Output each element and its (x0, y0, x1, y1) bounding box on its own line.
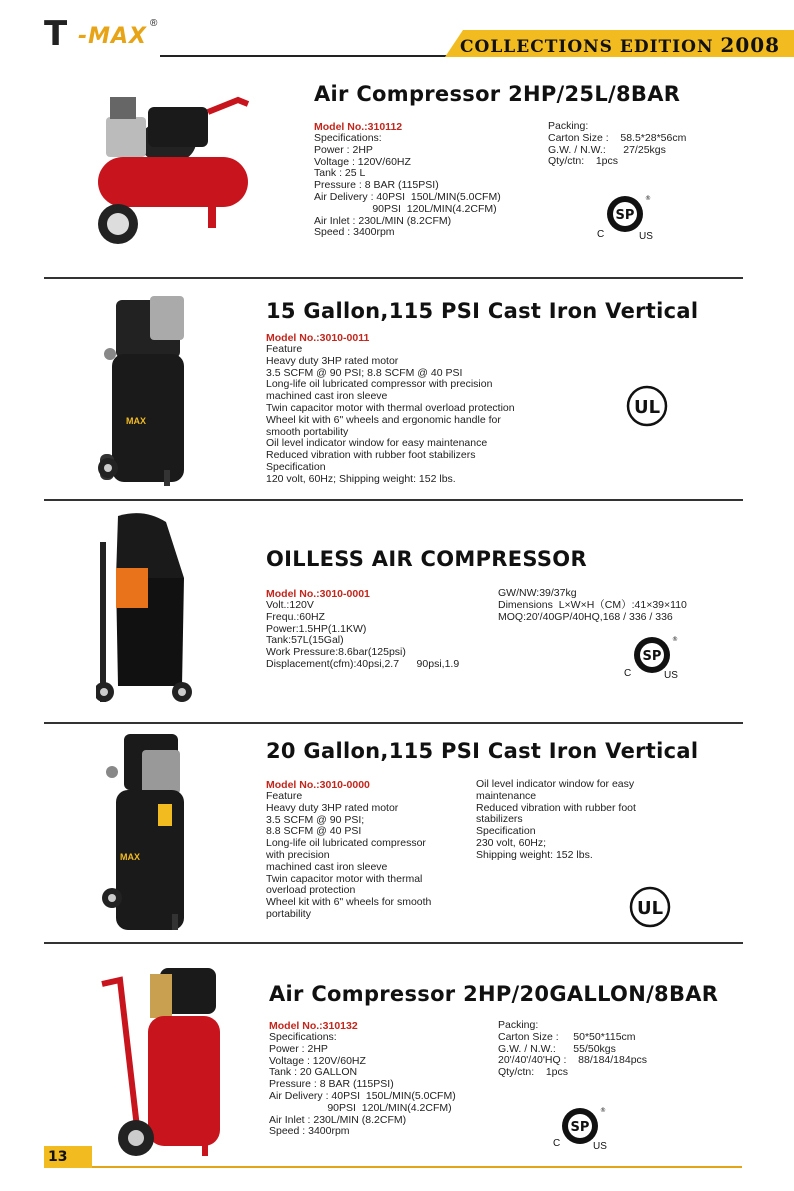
tank-label: MAX (120, 852, 140, 862)
ul-certification-icon (628, 885, 672, 929)
svg-text:SP: SP (642, 649, 662, 664)
model-number: Model No.:310112 (314, 121, 403, 133)
svg-text:®: ® (645, 195, 651, 202)
spec-line: Work Pressure:8.6bar(125psi) (266, 646, 406, 659)
specs-right (498, 1020, 647, 1079)
svg-text:UL: UL (633, 397, 661, 418)
spec-line: Wheel kit with 6" wheels and ergonomic handle for (266, 413, 501, 426)
spec-line: with precision (266, 848, 330, 861)
spec-line: Power : 2HP (269, 1042, 328, 1055)
specs-right (476, 779, 636, 862)
spec-line: 3.5 SCFM @ 90 PSI; (266, 813, 365, 826)
spec-line: Specifications: (269, 1031, 337, 1043)
spec-line: overload protection (266, 884, 356, 897)
spec-line: Specifications: (314, 132, 382, 144)
spec-line: Specification (266, 460, 326, 473)
compressor-20gal-red-image (98, 960, 228, 1162)
svg-text:®: ® (600, 1107, 606, 1114)
spec-line: Tank : 20 GALLON (269, 1066, 358, 1079)
spec-line: 90PSI 120L/MIN(4.2CFM) (314, 202, 497, 215)
spec-line: Air Delivery : 40PSI 150L/MIN(5.0CFM) (314, 190, 501, 203)
spec-line: Frequ.:60HZ (266, 610, 325, 623)
logo-registered-mark: ® (150, 18, 158, 29)
footer-rule (92, 1166, 742, 1168)
svg-text:SP: SP (615, 208, 635, 223)
spec-line: Specification (476, 825, 536, 838)
spec-line: Long-life oil lubricated compressor with precision (266, 378, 493, 391)
spec-line: Packing: (498, 1019, 539, 1031)
spec-line: Twin capacitor motor with thermal overload protection (266, 401, 515, 414)
spec-line: 230 volt, 60Hz; (476, 836, 547, 849)
spec-line: Displacement(cfm):40psi,2.7 90psi,1.9 (266, 657, 460, 670)
product-title: OILLESS AIR COMPRESSOR (266, 547, 587, 571)
spec-line: 120 volt, 60Hz; Shipping weight: 152 lbs. (266, 472, 456, 485)
specs-left (314, 133, 501, 239)
spec-line: Feature (266, 790, 303, 802)
compressor-20gal-image (100, 730, 192, 932)
page-number: 13 (48, 1149, 68, 1165)
ul-certification-icon (625, 384, 669, 428)
cert-us-label: US (593, 1141, 607, 1152)
product-title: 15 Gallon,115 PSI Cast Iron Vertical (266, 299, 699, 323)
specs-left (266, 600, 459, 671)
spec-line: GW/NW:39/37kg (498, 587, 577, 599)
spec-line: Tank:57L(15Gal) (266, 634, 344, 647)
spec-line: G.W. / N.W.: 55/50kgs (498, 1042, 616, 1055)
spec-line: Qty/ctn: 1pcs (548, 155, 619, 168)
compressor-25l-image (88, 82, 268, 250)
specs-right (498, 588, 687, 623)
logo-max: -MAX (78, 24, 148, 49)
cert-us-label: US (664, 670, 678, 681)
svg-text:SP: SP (570, 1120, 590, 1135)
spec-line: Heavy duty 3HP rated motor (266, 801, 399, 814)
cert-c-label: C (597, 229, 605, 240)
spec-line: Oil level indicator window for easy maintenance (266, 437, 488, 450)
svg-text:UL: UL (636, 898, 664, 919)
section-divider (44, 277, 743, 279)
specs-left (269, 1032, 456, 1138)
spec-line: Qty/ctn: 1pcs (498, 1066, 569, 1079)
spec-line: Power:1.5HP(1.1KW) (266, 622, 367, 635)
spec-line: Pressure : 8 BAR (115PSI) (314, 179, 439, 192)
spec-line: Wheel kit with 6" wheels for smooth (266, 896, 432, 909)
spec-line: Twin capacitor motor with thermal (266, 872, 423, 885)
svg-text:®: ® (672, 636, 678, 643)
spec-line: Packing: (548, 120, 589, 132)
spec-line: Air Inlet : 230L/MIN (8.2CFM) (269, 1113, 407, 1126)
spec-line: MOQ:20'/40GP/40HQ,168 / 336 / 336 (498, 610, 673, 623)
product-title: Air Compressor 2HP/25L/8BAR (314, 82, 681, 106)
oilless-compressor-image (96, 508, 192, 704)
product-title: Air Compressor 2HP/20GALLON/8BAR (269, 982, 719, 1006)
spec-line: Voltage : 120V/60HZ (269, 1054, 366, 1067)
spec-line: G.W. / N.W.: 27/25kgs (548, 143, 666, 156)
spec-line: Speed : 3400rpm (269, 1125, 350, 1138)
spec-line: portability (266, 907, 311, 920)
spec-line: Volt.:120V (266, 599, 314, 611)
spec-line: Long-life oil lubricated compressor (266, 837, 426, 850)
spec-line: Voltage : 120V/60HZ (314, 155, 411, 168)
spec-line: machined cast iron sleeve (266, 390, 388, 403)
logo-t: T (44, 14, 66, 54)
spec-line: Speed : 3400rpm (314, 226, 395, 239)
spec-line: Feature (266, 343, 303, 355)
tank-label: MAX (126, 416, 146, 426)
model-number: Model No.:3010-0011 (266, 332, 370, 344)
spec-line: Power : 2HP (314, 143, 373, 156)
spec-line: Dimensions L×W×H（CM）:41×39×110 (498, 598, 687, 611)
edition-year: 2008 (720, 33, 781, 57)
cert-c-label: C (624, 668, 632, 679)
spec-line: maintenance (476, 789, 537, 802)
spec-line: Carton Size : 58.5*28*56cm (548, 131, 687, 144)
spec-line: 3.5 SCFM @ 90 PSI; 8.8 SCFM @ 40 PSI (266, 366, 463, 379)
section-divider (44, 942, 743, 944)
spec-line: Air Inlet : 230L/MIN (8.2CFM) (314, 214, 452, 227)
specs-right (548, 121, 686, 168)
model-number: Model No.:3010-0000 (266, 779, 370, 791)
spec-line: Tank : 25 L (314, 167, 366, 180)
spec-line: Carton Size : 50*50*115cm (498, 1030, 636, 1043)
section-divider (44, 722, 743, 724)
edition-title (460, 33, 780, 57)
model-number: Model No.:310132 (269, 1020, 358, 1032)
spec-line: machined cast iron sleeve (266, 860, 388, 873)
specs-left (266, 791, 431, 921)
cert-us-label: US (639, 231, 653, 242)
spec-line: stabilizers (476, 813, 523, 826)
spec-line: Reduced vibration with rubber foot stabilizers (266, 449, 476, 462)
spec-line: Reduced vibration with rubber foot (476, 801, 636, 814)
product-title: 20 Gallon,115 PSI Cast Iron Vertical (266, 739, 699, 763)
spec-line: Air Delivery : 40PSI 150L/MIN(5.0CFM) (269, 1089, 456, 1102)
spec-line: Shipping weight: 152 lbs. (476, 848, 593, 861)
spec-line: 90PSI 120L/MIN(4.2CFM) (269, 1101, 452, 1114)
compressor-15gal-image (98, 292, 190, 488)
spec-line: 8.8 SCFM @ 40 PSI (266, 825, 362, 838)
model-number: Model No.:3010-0001 (266, 588, 370, 600)
spec-line: Heavy duty 3HP rated motor (266, 354, 399, 367)
spec-line: smooth portability (266, 425, 349, 438)
spec-line: 20'/40'/40'HQ : 88/184/184pcs (498, 1054, 648, 1067)
specs-left (266, 344, 515, 486)
spec-line: Pressure : 8 BAR (115PSI) (269, 1078, 394, 1091)
section-divider (44, 499, 743, 501)
edition-label: COLLECTIONS EDITION (460, 37, 714, 57)
spec-line: Oil level indicator window for easy (476, 778, 635, 790)
cert-c-label: C (553, 1138, 561, 1149)
